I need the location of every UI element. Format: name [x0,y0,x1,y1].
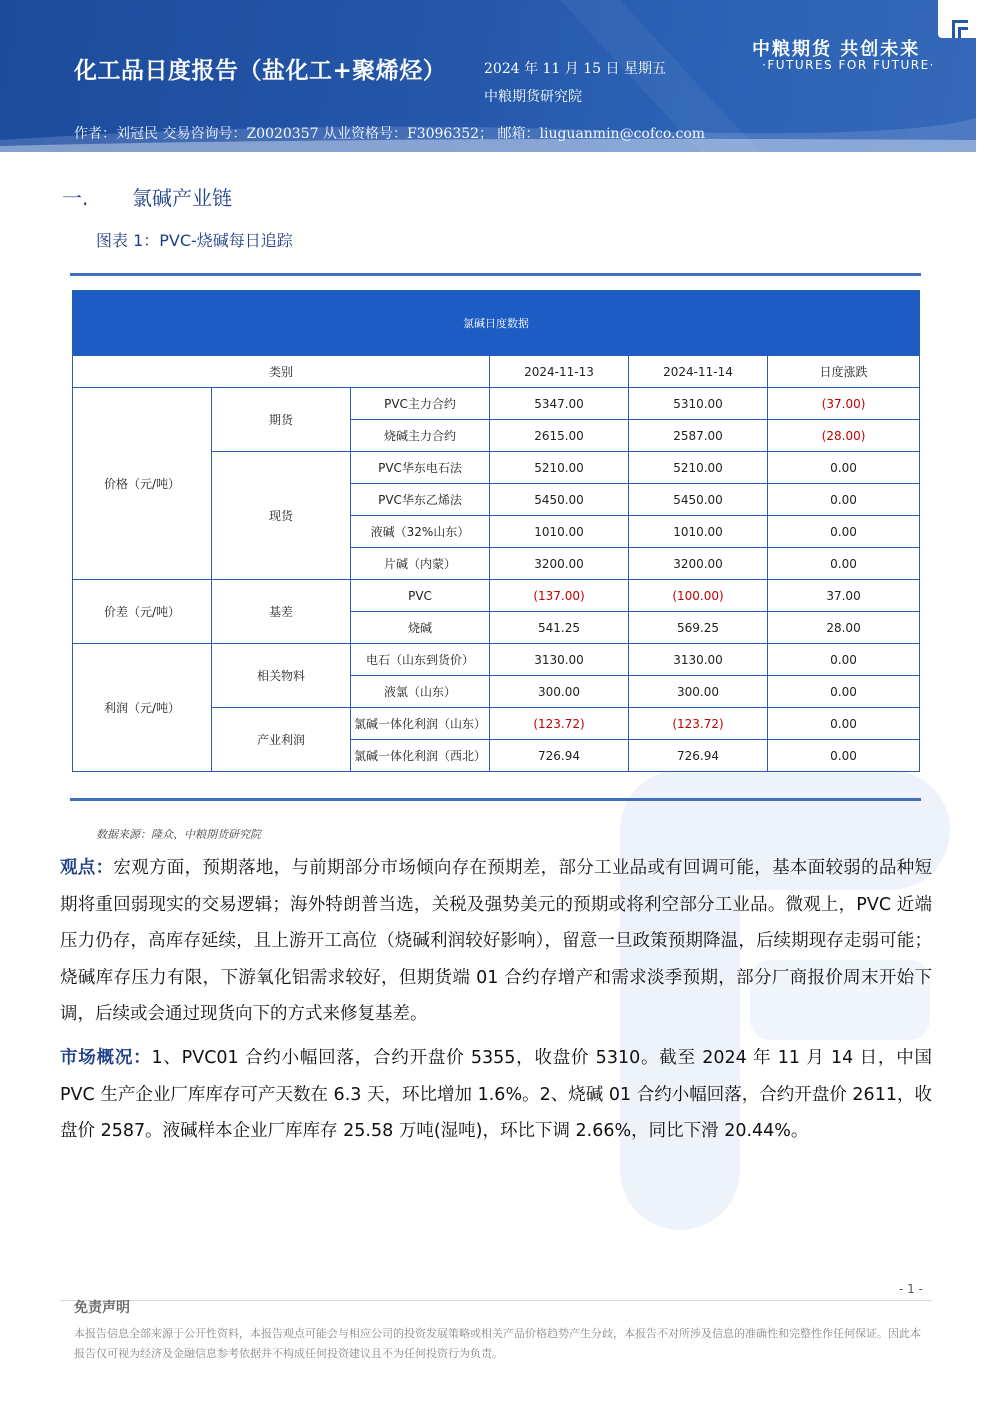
row-value-d2: 3130.00 [629,644,768,676]
research-institute: 中粮期货研究院 [484,89,582,105]
row-value-d1: 726.94 [490,740,629,772]
row-name: PVC [351,580,490,612]
row-change: (28.00) [768,420,920,452]
row-change: (37.00) [768,388,920,420]
row-value-d2: 5450.00 [629,484,768,516]
row-name: 液碱（32%山东） [351,516,490,548]
data-source-note: 数据来源：隆众、中粮期货研究院 [96,828,261,841]
row-name: 氯碱一体化利润（山东） [351,708,490,740]
row-change: 0.00 [768,548,920,580]
row-name: PVC华东乙烯法 [351,484,490,516]
subgroup-basis: 基差 [212,580,351,644]
opinion-paragraph [60,850,932,1033]
subgroup-materials: 相关物料 [212,644,351,708]
table-row [73,580,920,612]
row-value-d1: 2615.00 [490,420,629,452]
author-line: 作者：刘冠民 交易咨询号：Z0020357 从业资格号：F3096352； 邮箱：liuguanmin@cofco.com [74,126,706,142]
group-profit: 利润（元/吨） [73,644,212,772]
chlor-alkali-table [72,290,920,772]
table-row [73,388,920,420]
group-spread: 价差（元/吨） [73,580,212,644]
row-change: 0.00 [768,516,920,548]
row-change: 0.00 [768,676,920,708]
row-change: 37.00 [768,580,920,612]
row-value-d1: 5347.00 [490,388,629,420]
disclaimer-title: 免责声明 [74,1300,130,1316]
row-value-d1: (137.00) [490,580,629,612]
row-value-d2: 3200.00 [629,548,768,580]
row-change: 0.00 [768,452,920,484]
footer-divider [60,1300,932,1301]
row-value-d2: 569.25 [629,612,768,644]
brand-slogan: ·FUTURES FOR FUTURE· [762,58,935,72]
market-label: 市场概况： [60,1048,152,1068]
row-value-d1: 3130.00 [490,644,629,676]
row-name: 烧碱 [351,612,490,644]
group-price: 价格（元/吨） [73,388,212,580]
row-name: 氯碱一体化利润（西北） [351,740,490,772]
row-change: 0.00 [768,740,920,772]
row-name: 烧碱主力合约 [351,420,490,452]
subgroup-industry-profit: 产业利润 [212,708,351,772]
row-name: PVC华东电石法 [351,452,490,484]
section-title: 氯碱产业链 [132,186,232,210]
row-value-d1: 5210.00 [490,452,629,484]
header-date-2: 2024-11-14 [629,356,768,388]
header-category: 类别 [73,356,490,388]
row-value-d2: (100.00) [629,580,768,612]
row-value-d2: 2587.00 [629,420,768,452]
report-title: 化工品日度报告（盐化工+聚烯烃） [74,57,447,84]
row-value-d1: 300.00 [490,676,629,708]
row-name: 电石（山东到货价） [351,644,490,676]
table-row [73,644,920,676]
row-value-d2: 5310.00 [629,388,768,420]
row-value-d1: 3200.00 [490,548,629,580]
row-value-d2: 1010.00 [629,516,768,548]
subgroup-futures: 期货 [212,388,351,452]
row-value-d1: 5450.00 [490,484,629,516]
table-top-rule [70,273,921,276]
market-text: 1、PVC01 合约小幅回落，合约开盘价 5355，收盘价 5310。截至 2024 年 11 月 14 日，中国 PVC 生产企业厂库库存可产天数在 6.3 天，环比增加 1.6%。2、烧碱 01 合约小幅回落，合约开盘价 2611，收盘价 2587。液碱样本企业厂库库存 25.58 万吨(湿吨)，环比下调 2.66%，同比下滑 20.44%。 [60,1048,933,1141]
row-value-d2: 300.00 [629,676,768,708]
page-number: - 1 - [899,1282,923,1296]
opinion-label: 观点： [60,858,114,878]
cofco-logo-icon [952,20,968,38]
row-value-d2: 726.94 [629,740,768,772]
opinion-text: 宏观方面，预期落地，与前期部分市场倾向存在预期差，部分工业品或有回调可能，基本面较弱的品种短期将重回弱现实的交易逻辑；海外特朗普当选，关税及强势美元的预期或将利空部分工业品。微观上，PVC 近端压力仍存，高库存延续，且上游开工高位（烧碱利润较好影响），留意一旦政策预期降温，后续期现存走弱可能；烧碱库存压力有限，下游氧化铝需求较好，但期货端 01 合约存增产和需求淡季预期，部分厂商报价周末开始下调，后续或会通过现货向下的方式来修复基差。 [60,858,932,1024]
header-change: 日度涨跌 [768,356,920,388]
table-bottom-rule [70,798,921,801]
row-change: 0.00 [768,644,920,676]
report-header [0,0,976,152]
row-value-d2: (123.72) [629,708,768,740]
row-value-d1: (123.72) [490,708,629,740]
section-heading [62,182,232,211]
row-name: 片碱（内蒙） [351,548,490,580]
row-change: 0.00 [768,708,920,740]
report-date: 2024 年 11 月 15 日 星期五 [484,61,666,77]
row-change: 28.00 [768,612,920,644]
row-change: 0.00 [768,484,920,516]
header-date-1: 2024-11-13 [490,356,629,388]
market-paragraph [60,1040,932,1150]
brand-name: 中粮期货 共创未来 [752,39,921,60]
row-name: 液氯（山东） [351,676,490,708]
subgroup-spot: 现货 [212,452,351,580]
figure-title: 图表 1：PVC-烧碱每日追踪 [96,231,293,250]
row-value-d1: 541.25 [490,612,629,644]
disclaimer-text: 本报告信息全部来源于公开性资料，本报告观点可能会与相应公司的投资发展策略或相关产品价格趋势产生分歧，本报告不对所涉及信息的准确性和完整性作任何保证。因此本报告仅可视为经济及金融信息参考依据并不构成任何投资建议且不为任何投资行为负责。 [74,1327,921,1360]
section-number: 一. [62,186,89,210]
row-value-d2: 5210.00 [629,452,768,484]
row-name: PVC主力合约 [351,388,490,420]
row-value-d1: 1010.00 [490,516,629,548]
table-title: 氯碱日度数据 [73,291,920,356]
